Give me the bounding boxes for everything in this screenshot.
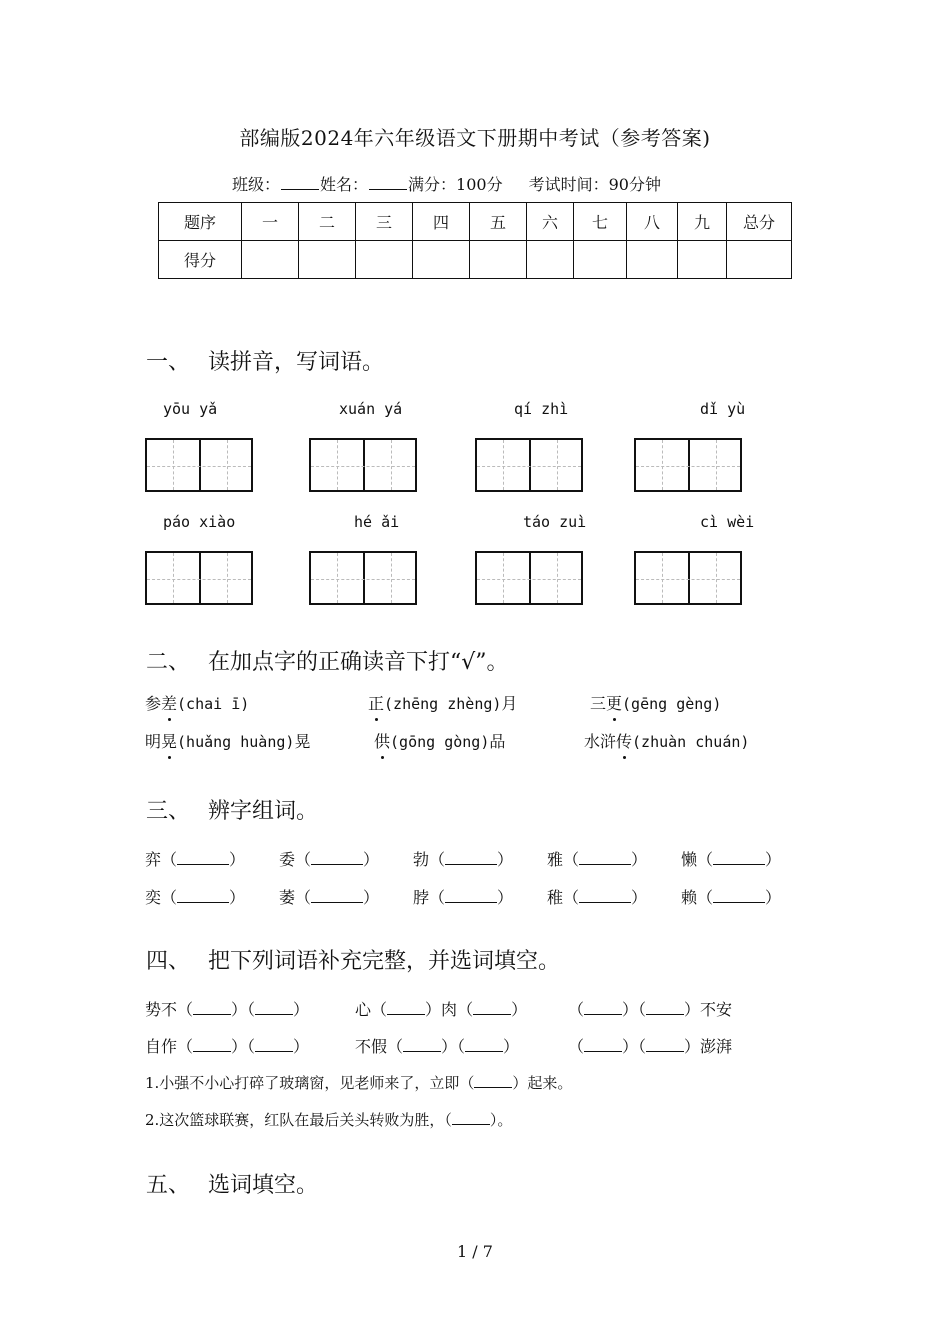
- idiom-item: 自作（ ）（ ）: [145, 1037, 310, 1056]
- writing-grid[interactable]: [475, 438, 583, 492]
- page-title: 部编版2024年六年级语文下册期中考试（参考答案): [239, 126, 711, 150]
- name-blank: [369, 175, 407, 190]
- answer-blank[interactable]: [193, 1000, 231, 1015]
- pinyin-label: hé ǎi: [354, 513, 400, 531]
- pinyin-label: yōu yǎ: [163, 400, 218, 418]
- class-blank: [281, 175, 319, 190]
- table-cell: 得分: [159, 241, 242, 279]
- table-cell: 二: [299, 203, 356, 241]
- char-pair-item: 弈（ ）: [145, 850, 246, 869]
- answer-blank[interactable]: [473, 1000, 511, 1015]
- table-cell: 六: [527, 203, 574, 241]
- answer-blank[interactable]: [584, 1000, 622, 1015]
- idiom-item: 势不（ ）（ ）: [145, 1000, 310, 1019]
- char-pair-item: 懒（ ）: [681, 850, 782, 869]
- char-pair-item: 奕（ ）: [145, 888, 246, 907]
- idiom-item: （ ）（ ）不安: [568, 1000, 733, 1019]
- answer-blank[interactable]: [403, 1037, 441, 1052]
- table-cell: 四: [413, 203, 470, 241]
- answer-blank[interactable]: [713, 888, 765, 903]
- section-3-heading: 三、 辨字组词。: [146, 799, 319, 824]
- score-cell[interactable]: [627, 241, 678, 279]
- exam-time: 考试时间：90分钟: [528, 175, 661, 194]
- reading-item: 供(gōng gòng)品: [374, 729, 505, 752]
- idiom-item: （ ）（ ）澎湃: [568, 1037, 733, 1056]
- char-pair-item: 委（ ）: [279, 850, 380, 869]
- section-5-heading: 五、 选词填空。: [146, 1173, 319, 1198]
- answer-blank[interactable]: [474, 1073, 512, 1088]
- score-cell[interactable]: [574, 241, 627, 279]
- score-table: [158, 202, 792, 279]
- answer-blank[interactable]: [584, 1037, 622, 1052]
- fill-sentence-1: 1.小强不小心打碎了玻璃窗，见老师来了，立即（ ）起来。: [145, 1074, 573, 1092]
- pinyin-label: qí zhì: [514, 400, 569, 418]
- table-cell: 七: [574, 203, 627, 241]
- char-pair-item: 雅（ ）: [547, 850, 648, 869]
- answer-blank[interactable]: [465, 1037, 503, 1052]
- table-cell: 五: [470, 203, 527, 241]
- dotted-char: 供: [374, 729, 390, 752]
- pinyin-label: páo xiào: [163, 513, 236, 531]
- score-table-header-row: [159, 203, 792, 241]
- table-cell: 八: [627, 203, 678, 241]
- fill-sentence-2: 2.这次篮球联赛，红队在最后关头转败为胜，（ ）。: [145, 1111, 513, 1129]
- class-label: 班级：: [232, 175, 281, 194]
- reading-item: 正(zhēng zhèng)月: [368, 691, 517, 714]
- pinyin-label: cì wèi: [700, 513, 755, 531]
- writing-grid[interactable]: [634, 438, 742, 492]
- reading-item: 三更(gēng gèng): [590, 691, 721, 714]
- char-pair-item: 脖（ ）: [413, 888, 514, 907]
- table-cell: 九: [678, 203, 727, 241]
- answer-blank[interactable]: [445, 850, 497, 865]
- char-pair-item: 萎（ ）: [279, 888, 380, 907]
- pinyin-label: táo zuì: [523, 513, 587, 531]
- name-label: 姓名：: [320, 175, 369, 194]
- table-cell: 总分: [727, 203, 792, 241]
- reading-item: 参差(chai ī): [145, 691, 249, 714]
- char-pair-item: 勃（ ）: [413, 850, 514, 869]
- score-cell[interactable]: [413, 241, 470, 279]
- answer-blank[interactable]: [177, 850, 229, 865]
- answer-blank[interactable]: [255, 1000, 293, 1015]
- answer-blank[interactable]: [579, 850, 631, 865]
- answer-blank[interactable]: [646, 1037, 684, 1052]
- writing-grid[interactable]: [634, 551, 742, 605]
- writing-grid[interactable]: [309, 438, 417, 492]
- full-score: 满分：100分: [408, 175, 503, 194]
- score-cell[interactable]: [727, 241, 792, 279]
- idiom-item: 不假（ ）（ ）: [355, 1037, 520, 1056]
- answer-blank[interactable]: [579, 888, 631, 903]
- section-2-heading: 二、 在加点字的正确读音下打“√”。: [146, 650, 509, 675]
- dotted-char: 差: [161, 691, 177, 714]
- score-table-score-row: [159, 241, 792, 279]
- page-number: 1 / 7: [457, 1242, 493, 1261]
- answer-blank[interactable]: [193, 1037, 231, 1052]
- table-cell: 一: [242, 203, 299, 241]
- writing-grid[interactable]: [475, 551, 583, 605]
- table-cell: 三: [356, 203, 413, 241]
- answer-blank[interactable]: [311, 888, 363, 903]
- dotted-char: 传: [616, 729, 632, 752]
- dotted-char: 正: [368, 691, 384, 714]
- score-cell[interactable]: [470, 241, 527, 279]
- writing-grid[interactable]: [309, 551, 417, 605]
- answer-blank[interactable]: [646, 1000, 684, 1015]
- section-4-heading: 四、 把下列词语补充完整，并选词填空。: [146, 949, 561, 974]
- answer-blank[interactable]: [452, 1110, 490, 1125]
- dotted-char: 晃: [161, 729, 177, 752]
- score-cell[interactable]: [299, 241, 356, 279]
- answer-blank[interactable]: [387, 1000, 425, 1015]
- answer-blank[interactable]: [311, 850, 363, 865]
- writing-grid[interactable]: [145, 438, 253, 492]
- answer-blank[interactable]: [713, 850, 765, 865]
- section-1-heading: 一、 读拼音，写词语。: [146, 350, 385, 375]
- writing-grid[interactable]: [145, 551, 253, 605]
- char-pair-item: 赖（ ）: [681, 888, 782, 907]
- pinyin-label: dǐ yù: [700, 400, 746, 418]
- reading-item: 水浒传(zhuàn chuán): [584, 729, 749, 752]
- char-pair-item: 稚（ ）: [547, 888, 648, 907]
- answer-blank[interactable]: [255, 1037, 293, 1052]
- idiom-item: 心（ ）肉（ ）: [355, 1000, 528, 1019]
- score-cell[interactable]: [678, 241, 727, 279]
- student-info-line: [232, 172, 661, 195]
- table-cell: 题序: [159, 203, 242, 241]
- pinyin-label: xuán yá: [339, 400, 403, 418]
- score-cell[interactable]: [356, 241, 413, 279]
- score-cell[interactable]: [527, 241, 574, 279]
- answer-blank[interactable]: [445, 888, 497, 903]
- score-cell[interactable]: [242, 241, 299, 279]
- dotted-char: 更: [606, 691, 622, 714]
- answer-blank[interactable]: [177, 888, 229, 903]
- reading-item: 明晃(huǎng huàng)晃: [145, 729, 310, 752]
